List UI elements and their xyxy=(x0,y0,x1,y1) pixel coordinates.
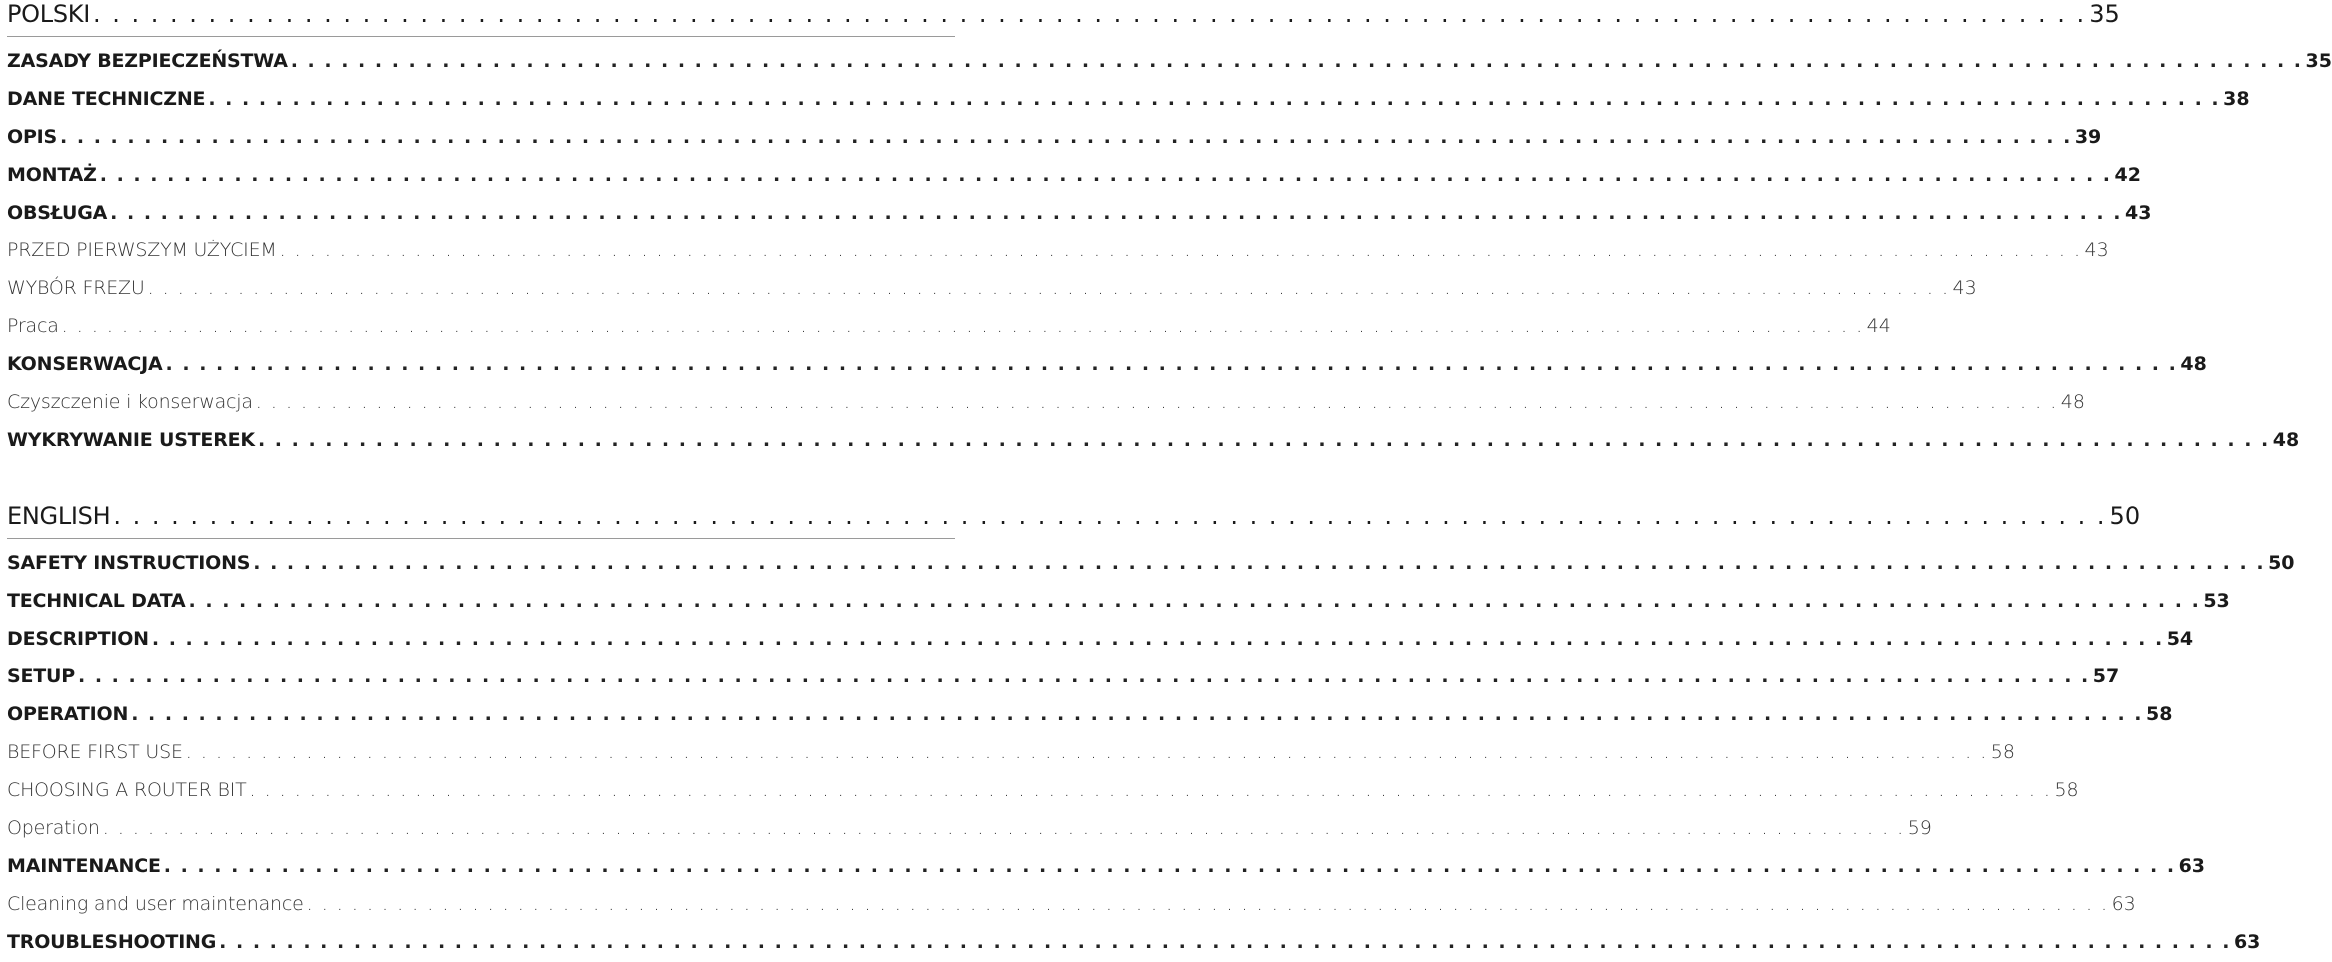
dot-leader: . . . . . . . . . . . . . . . . . . . . . . . . . . . . . . . . . . . . . . . . . . . . . . . . . . . . . . . . . . . . . . . . . . . . . . . . . . . . . . . . . . . . . . . . . . . . . . . . . . . . . . . . . . . . . . . . . . . . . . . . xyxy=(110,201,2122,224)
toc-entry[interactable] xyxy=(7,81,2250,119)
toc-entry[interactable] xyxy=(7,924,2261,962)
toc-entry[interactable] xyxy=(7,583,2230,621)
dot-leader: . . . . . . . . . . . . . . . . . . . . . . . . . . . . . . . . . . . . . . . . . . . . . . . . . . . . . . . . . . . . . . . . . . . . . . . . . . . . . . . . . . . . . . . . . . . . . . . . . . . . . . . . . . . . . . . . . . . . . . . . xyxy=(219,930,2231,953)
entry-page-number: 48 xyxy=(2272,428,2300,451)
toc-entry[interactable] xyxy=(7,384,2085,422)
dot-leader: . . . . . . . . . . . . . . . . . . . . . . . . . . . . . . . . . . . . . . . . . . . . . . . . . . . . . . . . . . . . . . . . . . . . . . . . . . . . . . . . . . . . . . . . . . . . . . . . . . . . . . . . . . . . . . . . . . . . . . . . xyxy=(253,551,2266,574)
entry-page-number: 53 xyxy=(2203,589,2230,612)
entry-title: TROUBLESHOOTING xyxy=(7,930,217,953)
entry-title: WYKRYWANIE USTEREK xyxy=(7,428,255,451)
entry-title: Operation xyxy=(7,817,100,840)
toc-entry[interactable] xyxy=(7,696,2173,734)
entry-page-number: 48 xyxy=(2060,391,2085,414)
dot-leader: . . . . . . . . . . . . . . . . . . . . . . . . . . . . . . . . . . . . . . . . . . . . . . . . . . . . . . . . . . . . . . . . . . . . . . . . . . . . . . . . . . . . . . . . . . . . . . . . . . . . . . . . . . . . . . . . . . . . . . . . xyxy=(290,50,2303,72)
section-title: POLSKI xyxy=(7,0,90,28)
entry-page-number: 63 xyxy=(2111,892,2136,915)
entry-page-number: 57 xyxy=(2092,665,2120,688)
toc-section-polski xyxy=(7,0,2332,460)
entry-title: BEFORE FIRST USE xyxy=(7,741,183,764)
dot-leader: . . . . . . . . . . . . . . . . . . . . . . . . . . . . . . . . . . . . . . . . . . . . . . . . . . . . . . . . . . . . . . . . . . . . . . . . . . . . . . . . . . . . . . . . . . . . . . . . . . . . . . . . . . . . . . . . . . . . . . . . xyxy=(102,817,1905,840)
section-heading[interactable] xyxy=(7,0,2120,37)
entry-title: KONSERWACJA xyxy=(7,353,163,376)
entry-title: CHOOSING A ROUTER BIT xyxy=(7,779,247,802)
entry-title: MAINTENANCE xyxy=(7,854,161,877)
toc-entry[interactable] xyxy=(7,157,2141,195)
toc-entry[interactable] xyxy=(7,658,2120,696)
toc-entry[interactable] xyxy=(7,195,2152,233)
toc-entry[interactable] xyxy=(7,621,2194,659)
dot-leader: . . . . . . . . . . . . . . . . . . . . . . . . . . . . . . . . . . . . . . . . . . . . . . . . . . . . . . . . . . . . . . . . . . . . . . . . . . . . . . . . . . . . . . . . . . . . . . . . . . . . . . . . . . . . . . . . . . . . . . . . xyxy=(147,277,1950,300)
toc-entry[interactable] xyxy=(7,43,2332,81)
entry-title: OPIS xyxy=(7,125,58,148)
toc-entry[interactable] xyxy=(7,886,2136,924)
dot-leader: . . . . . . . . . . . . . . . . . . . . . . . . . . . . . . . . . . . . . . . . . . . . . . . . . . . . . . . . . . . . . . . . . . . . . . . . . . . . . . . . . . . . . . . . . . . . . . . . . . . . . . . . . . . . . . . . . . . . . . . . xyxy=(165,353,2178,376)
entry-title: DESCRIPTION xyxy=(7,627,149,650)
toc-entry[interactable] xyxy=(7,734,2015,772)
section-page-number: 35 xyxy=(2089,0,2120,28)
entry-page-number: 39 xyxy=(2074,125,2102,148)
entry-page-number: 38 xyxy=(2223,87,2250,110)
entry-title: Czyszczenie i konserwacja xyxy=(7,391,253,414)
toc-entry[interactable] xyxy=(7,119,2102,157)
dot-leader: . . . . . . . . . . . . . . . . . . . . . . . . . . . . . . . . . . . . . . . . . . . . . . . . . . . . . . . . . . . . . . . . . . . . . . . . . . . . . . . . . . . . . . . . . . . . . . . . . . . . . . . . . . . . . . . . . . . . . . . . xyxy=(131,703,2143,726)
entry-page-number: 43 xyxy=(1952,277,1977,300)
entry-title: Praca xyxy=(7,315,59,338)
dot-leader: . . . . . . . . . . . . . . . . . . . . . . . . . . . . . . . . . . . . . . . . . . . . . . . . . . . . . . . . . . . . . . . . . . . . . . . . . . . . . . . . . . . . . . . . . . . . . . . . . . . . . . . . . . . . . . . . . . . . . . . . xyxy=(257,428,2270,451)
entry-title: SAFETY INSTRUCTIONS xyxy=(7,551,251,574)
dot-leader: . . . . . . . . . . . . . . . . . . . . . . . . . . . . . . . . . . . . . . . . . . . . . . . . . . . . . . . . . . . . . . . . . . . . . . . . . . . . . . . . . . . . . . . . . . . . . . . . . . . . . . . . . . . . . . . . . . . . . . . . xyxy=(255,391,2058,414)
section-heading[interactable] xyxy=(7,501,2141,539)
toc-entry[interactable] xyxy=(7,346,2207,384)
entry-page-number: 42 xyxy=(2114,163,2141,186)
dot-leader: . . . . . . . . . . . . . . . . . . . . . . . . . . . . . . . . . . . . . . . . . . . . . . . . . . . . . . . . . . . . . . . . . . . . . . . . . . . . . . . . . . . . . . . . . . . . . . . . . . . . . . . . . . . . . . . . . . . . . . . . xyxy=(77,665,2090,688)
entry-title: DANE TECHNICZNE xyxy=(7,87,206,110)
entry-page-number: 54 xyxy=(2166,627,2194,650)
dot-leader: . . . . . . . . . . . . . . . . . . . . . . . . . . . . . . . . . . . . . . . . . . . . . . . . . . . . . . . . . . . . . . . . . . . . . . . . . . . . . . . . . . . . . . . . . . . . . . . . . . . . . . . . xyxy=(93,0,2087,28)
dot-leader: . . . . . . . . . . . . . . . . . . . . . . . . . . . . . . . . . . . . . . . . . . . . . . . . . . . . . . . . . . . . . . . . . . . . . . . . . . . . . . . . . . . . . . . . . . . . . . . . . . . . . . . . . . . . . . . . . . . . . . . . xyxy=(61,315,1864,338)
entry-page-number: 63 xyxy=(2178,854,2206,877)
dot-leader: . . . . . . . . . . . . . . . . . . . . . . . . . . . . . . . . . . . . . . . . . . . . . . . . . . . . . . . . . . . . . . . . . . . . . . . . . . . . . . . . . . . . . . . . . . . . . . . . . . . . . . . . . . . . . . . . . . . . . . . . xyxy=(249,779,2052,802)
dot-leader: . . . . . . . . . . . . . . . . . . . . . . . . . . . . . . . . . . . . . . . . . . . . . . . . . . . . . . . . . . . . . . . . . . . . . . . . . . . . . . . . . . . . . . . . . . . . . . . . . . . . . . . . . . . . . . . . . . . . . . . . xyxy=(99,163,2112,186)
section-page-number: 50 xyxy=(2109,501,2141,530)
entry-page-number: 58 xyxy=(2146,703,2173,726)
toc-entry[interactable] xyxy=(7,545,2295,583)
dot-leader: . . . . . . . . . . . . . . . . . . . . . . . . . . . . . . . . . . . . . . . . . . . . . . . . . . . . . . . . . . . . . . . . . . . . . . . . . . . . . . . . . . . . . . . . . . . . . . . . . . . . . . . . . . . . . . . . . . . . . . . . xyxy=(185,741,1988,764)
toc-entry[interactable] xyxy=(7,810,1932,848)
entry-title: WYBÓR FREZU xyxy=(7,277,145,300)
dot-leader: . . . . . . . . . . . . . . . . . . . . . . . . . . . . . . . . . . . . . . . . . . . . . . . . . . . . . . . . . . . . . . . . . . . . . . . . . . . . . . . . . . . . . . . . . . . . . . . . . . . . . . . . . . . . . . . . . . . . . . . . xyxy=(163,854,2176,877)
entry-page-number: 50 xyxy=(2268,551,2295,574)
toc-entry[interactable] xyxy=(7,422,2300,460)
dot-leader: . . . . . . . . . . . . . . . . . . . . . . . . . . . . . . . . . . . . . . . . . . . . . . . . . . . . . . . . . . . . . . . . . . . . . . . . . . . . . . . . . . . . . . . . . . . . . . . . . . . . . . . . . . . . . . . . . . . . . . . . xyxy=(60,125,2072,148)
entry-page-number: 43 xyxy=(2084,239,2109,262)
entry-page-number: 63 xyxy=(2233,930,2261,953)
entry-title: OPERATION xyxy=(7,703,129,726)
entry-page-number: 59 xyxy=(1907,817,1932,840)
toc-entry[interactable] xyxy=(7,848,2206,886)
entry-page-number: 43 xyxy=(2124,201,2152,224)
dot-leader: . . . . . . . . . . . . . . . . . . . . . . . . . . . . . . . . . . . . . . . . . . . . . . . . . . . . . . . . . . . . . . . . . . . . . . . . . . . . . . . . . . . . . . . . . . . . . . . . . . . . . . . . xyxy=(113,501,2107,530)
dot-leader: . . . . . . . . . . . . . . . . . . . . . . . . . . . . . . . . . . . . . . . . . . . . . . . . . . . . . . . . . . . . . . . . . . . . . . . . . . . . . . . . . . . . . . . . . . . . . . . . . . . . . . . . . . . . . . . . . . . . . . . . xyxy=(208,87,2221,110)
entry-title: OBSŁUGA xyxy=(7,201,108,224)
dot-leader: . . . . . . . . . . . . . . . . . . . . . . . . . . . . . . . . . . . . . . . . . . . . . . . . . . . . . . . . . . . . . . . . . . . . . . . . . . . . . . . . . . . . . . . . . . . . . . . . . . . . . . . . . . . . . . . . . . . . . . . . xyxy=(306,892,2109,915)
entry-title: PRZED PIERWSZYM UŻYCIEM xyxy=(7,239,277,262)
toc-entry[interactable] xyxy=(7,772,2079,810)
entry-title: MONTAŻ xyxy=(7,163,97,186)
dot-leader: . . . . . . . . . . . . . . . . . . . . . . . . . . . . . . . . . . . . . . . . . . . . . . . . . . . . . . . . . . . . . . . . . . . . . . . . . . . . . . . . . . . . . . . . . . . . . . . . . . . . . . . . . . . . . . . . . . . . . . . . xyxy=(151,627,2164,650)
toc-entry[interactable] xyxy=(7,232,2109,270)
entry-page-number: 58 xyxy=(1990,741,2015,764)
entry-page-number: 58 xyxy=(2054,779,2079,802)
toc-entry[interactable] xyxy=(7,270,1977,308)
entry-title: Cleaning and user maintenance xyxy=(7,892,304,915)
section-title: ENGLISH xyxy=(7,501,111,530)
entry-title: ZASADY BEZPIECZEŃSTWA xyxy=(7,50,288,72)
entry-page-number: 44 xyxy=(1866,315,1891,338)
entry-title: TECHNICAL DATA xyxy=(7,589,186,612)
toc-section-english xyxy=(7,501,2295,962)
toc-entry[interactable] xyxy=(7,308,1891,346)
dot-leader: . . . . . . . . . . . . . . . . . . . . . . . . . . . . . . . . . . . . . . . . . . . . . . . . . . . . . . . . . . . . . . . . . . . . . . . . . . . . . . . . . . . . . . . . . . . . . . . . . . . . . . . . . . . . . . . . . . . . . . . . xyxy=(188,589,2201,612)
entry-page-number: 48 xyxy=(2180,353,2207,376)
dot-leader: . . . . . . . . . . . . . . . . . . . . . . . . . . . . . . . . . . . . . . . . . . . . . . . . . . . . . . . . . . . . . . . . . . . . . . . . . . . . . . . . . . . . . . . . . . . . . . . . . . . . . . . . . . . . . . . . . . . . . . . . xyxy=(279,239,2082,262)
entry-page-number: 35 xyxy=(2305,50,2332,72)
entry-title: SETUP xyxy=(7,665,75,688)
